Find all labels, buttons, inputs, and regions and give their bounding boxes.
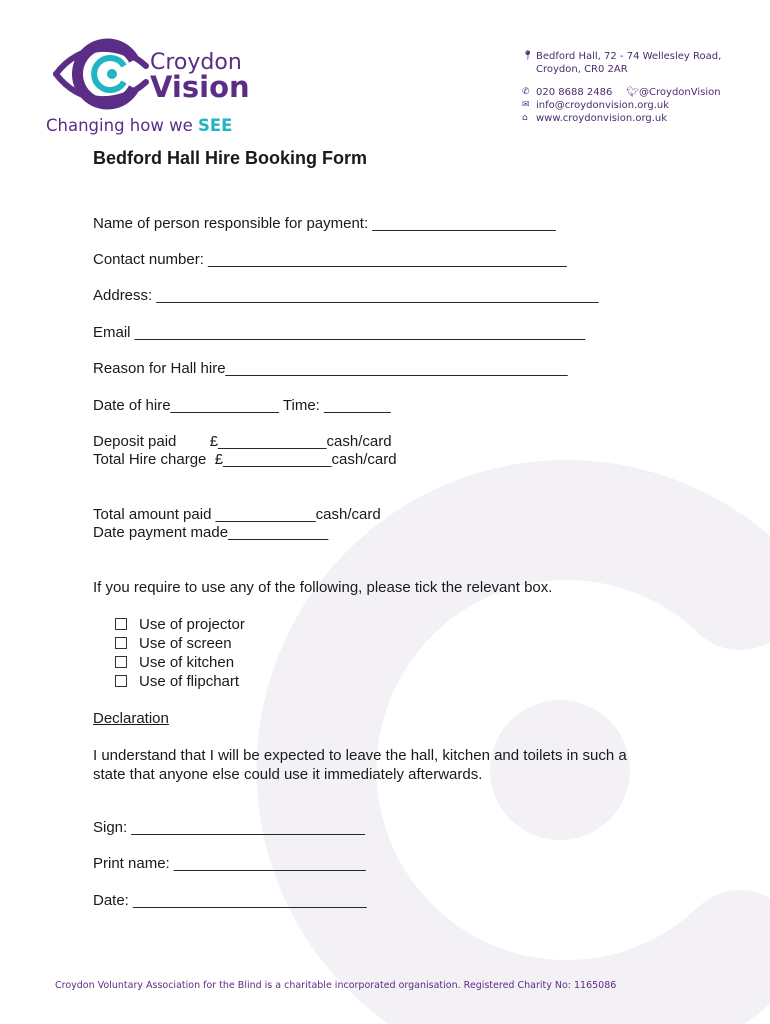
date-field[interactable]: Date: ____________________________ <box>93 892 367 909</box>
total-paid-field[interactable]: Total amount paid ____________cash/card <box>93 506 381 523</box>
option-label: Use of screen <box>139 635 232 652</box>
eye-logo-icon <box>50 36 150 116</box>
charity-footer: Croydon Voluntary Association for the Blind is a charitable incorporated organisation. Registered Charity No: 1165086 <box>55 980 617 991</box>
declaration-heading: Declaration <box>93 710 169 727</box>
website-link[interactable]: www.croydonvision.org.uk <box>536 113 668 124</box>
twitter-bird-icon: 🐦︎ <box>626 87 640 98</box>
hire-reason-field[interactable]: Reason for Hall hire_________________________________________ <box>93 360 568 377</box>
location-pin-icon: 📍︎ <box>522 51 534 61</box>
deposit-field[interactable]: Deposit paid £_____________cash/card <box>93 433 392 450</box>
tagline-emphasis: SEE <box>197 116 233 135</box>
total-charge-field[interactable]: Total Hire charge £_____________cash/card <box>93 451 397 468</box>
contact-number-field[interactable]: Contact number: ___________________________________________ <box>93 251 567 268</box>
address-line2: Croydon, CR0 2AR <box>536 64 628 75</box>
tick-instructions: If you require to use any of the following, please tick the relevant box. <box>93 579 553 596</box>
option-projector[interactable] <box>115 616 245 633</box>
email-link[interactable]: info@croydonvision.org.uk <box>536 100 670 111</box>
address-line1: Bedford Hall, 72 - 74 Wellesley Road, <box>536 51 722 62</box>
website-row <box>522 112 721 125</box>
brand-name-line2: Vision <box>150 70 250 104</box>
address-field[interactable]: Address: _____________________________________________________ <box>93 287 599 304</box>
option-kitchen[interactable] <box>115 654 234 671</box>
address-row-2 <box>522 63 721 76</box>
option-label: Use of flipchart <box>139 673 240 690</box>
declaration-text: I understand that I will be expected to leave the hall, kitchen and toilets in such a state that anyone else could use it immediately afterwards. <box>93 747 627 783</box>
kitchen-checkbox[interactable] <box>115 656 127 668</box>
flipchart-checkbox[interactable] <box>115 675 127 687</box>
tagline-text: Changing how we <box>46 116 198 135</box>
twitter-handle[interactable]: @CroydonVision <box>639 87 721 98</box>
form-title: Bedford Hall Hire Booking Form <box>93 148 368 168</box>
email-row <box>522 99 721 112</box>
option-label: Use of kitchen <box>139 654 235 671</box>
date-time-field[interactable]: Date of hire_____________ Time: ________ <box>93 397 391 414</box>
screen-checkbox[interactable] <box>115 637 127 649</box>
contact-details <box>522 50 721 125</box>
brand-name-line1: Croydon <box>150 50 242 75</box>
brand-tagline <box>46 116 232 135</box>
option-screen[interactable] <box>115 635 232 652</box>
option-flipchart[interactable] <box>115 673 239 690</box>
phone-row <box>522 86 721 99</box>
signature-field[interactable]: Sign: ____________________________ <box>93 819 365 836</box>
mouse-pointer-icon: ⌂ <box>522 113 528 123</box>
envelope-icon: ✉ <box>522 100 530 110</box>
address-row <box>522 50 721 63</box>
payment-date-field[interactable]: Date payment made____________ <box>93 524 329 541</box>
projector-checkbox[interactable] <box>115 618 127 630</box>
print-name-field[interactable]: Print name: _______________________ <box>93 855 366 872</box>
phone-icon: ✆ <box>522 87 530 97</box>
croydon-vision-logo <box>46 36 250 146</box>
phone-number: 020 8688 2486 <box>536 87 613 98</box>
payer-name-field[interactable]: Name of person responsible for payment: ______________________ <box>93 215 556 232</box>
option-label: Use of projector <box>139 616 245 633</box>
email-field[interactable]: Email ______________________________________________________ <box>93 324 586 341</box>
